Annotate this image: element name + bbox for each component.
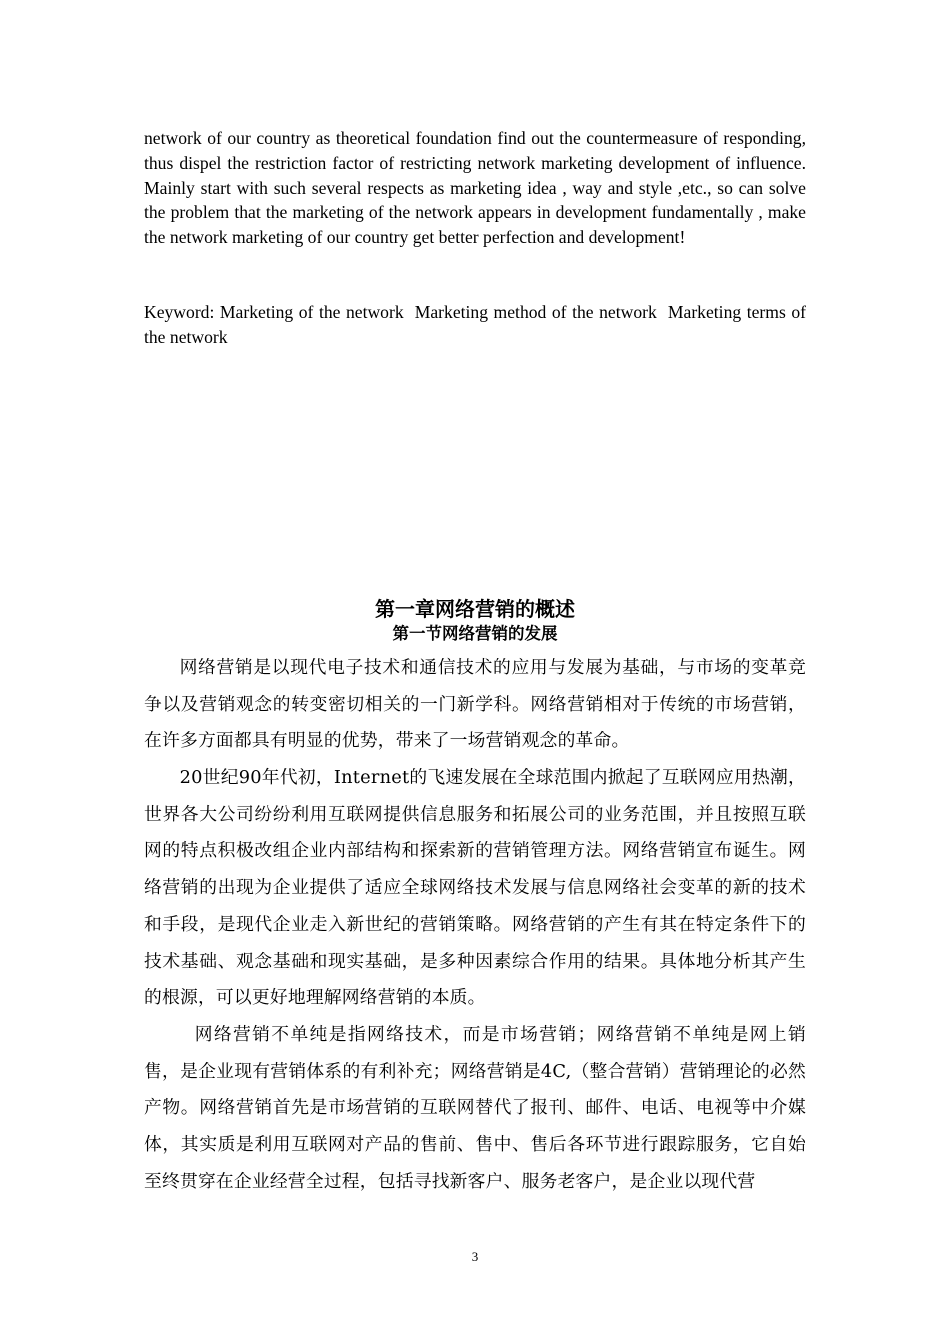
english-abstract-paragraph: network of our country as theoretical foundation find out the countermeasure of responding, thus dispel the restriction factor of restricting network marketing development of influence. Mainly start with such several respects as marketing idea , way and style ,etc., so can solve the problem that the marketing of the network appears in development fundamentally , make the network marketing of our country get better perfection and development!: [144, 128, 806, 248]
section-title: 第一节网络营销的发展: [392, 624, 558, 643]
chapter-title: 第一章网络营销的概述: [375, 597, 575, 621]
body-paragraph: 网络营销是以现代电子技术和通信技术的应用与发展为基础，与市场的变革竞争以及营销观念的转变密切相关的一门新学科。网络营销相对于传统的市场营销，在许多方面都具有明显的优势，带来了一场营销观念的革命。: [144, 657, 806, 752]
body-paragraph: 20世纪90年代初，Internet的飞速发展在全球范围内掀起了互联网应用热潮，世界各大公司纷纷利用互联网提供信息服务和拓展公司的业务范围，并且按照互联网的特点积极改组企业内部结构和探索新的营销管理方法。网络营销宣布诞生。网络营销的出现为企业提供了适应全球网络技术发展与信息网络社会变革的新的技术和手段，是现代企业走入新世纪的营销策略。网络营销的产生有其在特定条件下的技术基础、观念基础和现实基础，是多种因素综合作用的结果。具体地分析其产生的根源，可以更好地理解网络营销的本质。: [144, 767, 806, 1009]
page-number: 3: [471, 1249, 479, 1264]
body-paragraph: 网络营销不单纯是指网络技术，而是市场营销；网络营销不单纯是网上销售，是企业现有营销体系的有利补充；网络营销是4C,（整合营销）营销理论的必然产物。网络营销首先是市场营销的互联网替代了报刊、邮件、电话、电视等中介媒体，其实质是利用互联网对产品的售前、售中、售后各环节进行跟踪服务，它自始至终贯穿在企业经营全过程，包括寻找新客户、服务老客户，是企业以现代营: [144, 1024, 806, 1192]
keyword-line: Keyword: Marketing of the network Marketing method of the network Marketing terms of the network: [144, 302, 811, 347]
